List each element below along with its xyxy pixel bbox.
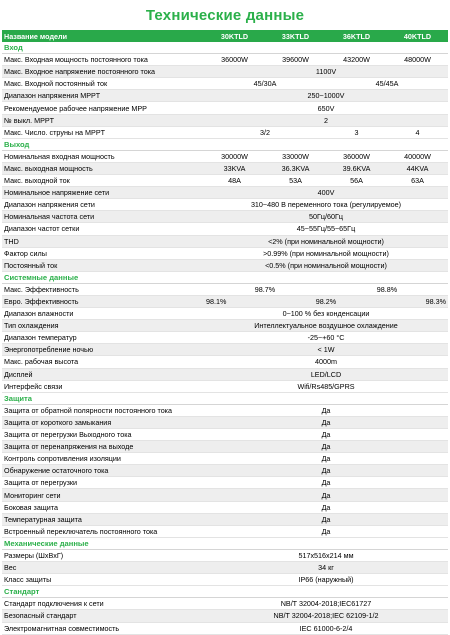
row-label: Защита от перегрузки [2,477,204,489]
row-label: Стандарт подключения к сети [2,598,204,610]
table-row [2,295,448,307]
row-value: 0~100 % без конденсации [204,308,448,320]
table-row [2,404,448,416]
section-heading: Стандарт [2,586,448,598]
row-value: 650V [204,102,448,114]
section-heading-row [2,586,448,598]
row-value: >0.99% (при номинальной мощности) [204,247,448,259]
row-value: LED/LCD [204,368,448,380]
table-row [2,66,448,78]
row-label: Рекомендуемое рабочее напряжение MPP [2,102,204,114]
section-heading: Системные данные [2,271,448,283]
spec-table-body [2,30,448,634]
row-value: 50Гц/60Гц [204,211,448,223]
row-label: Макс. Входное напряжение постоянного тока [2,66,204,78]
row-value: 3 [326,126,387,138]
row-value: Да [204,513,448,525]
row-value: 3/2 [204,126,326,138]
row-label: Евро. Эффективность [2,295,204,307]
row-value: 98.7% [204,283,326,295]
section-heading-row [2,271,448,283]
table-row [2,259,448,271]
row-label: Безопасный стандарт [2,610,204,622]
table-row [2,247,448,259]
row-label: Дисплей [2,368,204,380]
row-value: 45/30A [204,78,326,90]
row-label: Макс. Входной постоянный ток [2,78,204,90]
row-value: 33000W [265,150,326,162]
table-row [2,598,448,610]
row-value: Да [204,416,448,428]
row-label: Макс. Эффективность [2,283,204,295]
row-value: 98.8% [326,283,448,295]
table-row [2,356,448,368]
table-row [2,54,448,66]
row-value: Wifi/Rs485/GPRS [204,380,448,392]
row-value: 36000W [326,150,387,162]
row-label: Размеры (ШxВxГ) [2,549,204,561]
row-value: NB/T 32004-2018;IEC 62109-1/2 [204,610,448,622]
table-row [2,175,448,187]
row-label: Тип охлаждения [2,320,204,332]
row-value: 517x516x214 мм [204,549,448,561]
row-value: IEC 61000-6-2/4 [204,622,448,634]
row-value: 34 кг [204,562,448,574]
table-row [2,211,448,223]
row-value: 48A [204,175,265,187]
row-label: Номинальное напряжение сети [2,187,204,199]
row-value: <0.5% (при номинальной мощности) [204,259,448,271]
row-label: Контроль сопротивления изоляции [2,453,204,465]
row-value: 2 [204,114,448,126]
table-row [2,90,448,102]
row-value: 39.6KVA [326,162,387,174]
row-label: № выкл. MPPT [2,114,204,126]
row-value: Да [204,404,448,416]
row-label: Номинальная входная мощность [2,150,204,162]
table-row [2,199,448,211]
row-label: Диапазон влажности [2,308,204,320]
row-value: 36.3KVA [265,162,326,174]
row-value: 53A [265,175,326,187]
row-value: 56A [326,175,387,187]
row-value: 40000W [387,150,448,162]
section-heading: Механические данные [2,537,448,549]
table-row [2,162,448,174]
row-label: Мониторинг сети [2,489,204,501]
table-row [2,489,448,501]
table-row [2,549,448,561]
row-value: 250~1000V [204,90,448,102]
header-model-label: Название модели [2,30,204,42]
table-row [2,610,448,622]
row-value: Да [204,465,448,477]
table-row [2,235,448,247]
row-label: Встроенный переключатель постоянного тока [2,525,204,537]
row-label: Макс. выходной ток [2,175,204,187]
table-row [2,477,448,489]
header-model-36ktld: 36KTLD [326,30,387,42]
table-row [2,308,448,320]
spec-table [2,30,448,635]
row-label: Защита от перенапряжения на выходе [2,441,204,453]
table-row [2,562,448,574]
table-row [2,574,448,586]
row-label: Защита от перегрузки Выходного тока [2,429,204,441]
row-value: 43200W [326,54,387,66]
row-label: Энергопотребление ночью [2,344,204,356]
row-value: 1100V [204,66,448,78]
row-value: 48000W [387,54,448,66]
table-row [2,126,448,138]
table-row [2,150,448,162]
header-model-40ktld: 40KTLD [387,30,448,42]
row-label: Электромагнитная совместимость [2,622,204,634]
table-row [2,223,448,235]
row-value: IP66 (наружный) [204,574,448,586]
row-label: Защита от короткого замыкания [2,416,204,428]
row-value: Да [204,429,448,441]
table-row [2,368,448,380]
row-value: NB/T 32004-2018;IEC61727 [204,598,448,610]
table-row [2,453,448,465]
row-value: 63A [387,175,448,187]
row-value: 310~480 В переменного тока (регулируемое) [204,199,448,211]
row-value: Интеллектуальное воздушное охлаждение [204,320,448,332]
row-value: < 1W [204,344,448,356]
row-label: Макс. рабочая высота [2,356,204,368]
table-header-row [2,30,448,42]
row-value: -25~+60 °C [204,332,448,344]
table-row [2,622,448,634]
table-row [2,78,448,90]
page-title: Технические данные [145,6,305,24]
row-value: Да [204,441,448,453]
row-value: 4 [387,126,448,138]
row-label: Макс. Число. струны на MPPT [2,126,204,138]
row-value: 30000W [204,150,265,162]
section-heading: Выход [2,138,448,150]
row-label: Макс. Входная мощность постоянного тока [2,54,204,66]
table-row [2,102,448,114]
table-row [2,525,448,537]
row-value: Да [204,525,448,537]
row-label: Интерфейс связи [2,380,204,392]
row-value: 39600W [265,54,326,66]
table-row [2,283,448,295]
row-label: Макс. выходная мощность [2,162,204,174]
header-model-33ktld: 33KTLD [265,30,326,42]
row-value: Да [204,489,448,501]
row-value: Да [204,501,448,513]
row-value: 44KVA [387,162,448,174]
row-label: Постоянный ток [2,259,204,271]
table-row [2,416,448,428]
row-label: Боковая защита [2,501,204,513]
table-row [2,501,448,513]
row-value: 98.3% [387,295,448,307]
section-heading: Вход [2,42,448,54]
row-label: Номинальная частота сети [2,211,204,223]
row-value: 98.2% [265,295,387,307]
row-value: 98.1% [204,295,265,307]
table-row [2,429,448,441]
section-heading-row [2,537,448,549]
row-value: 400V [204,187,448,199]
row-value: 33KVA [204,162,265,174]
table-row [2,332,448,344]
row-value: Да [204,477,448,489]
row-label: Диапазон напряжения сети [2,199,204,211]
row-label: THD [2,235,204,247]
section-heading-row [2,42,448,54]
table-row [2,465,448,477]
table-row [2,441,448,453]
table-row [2,114,448,126]
table-row [2,513,448,525]
row-value: 36000W [204,54,265,66]
row-value: <2% (при номинальной мощности) [204,235,448,247]
row-label: Класс защиты [2,574,204,586]
row-label: Диапазон температур [2,332,204,344]
table-row [2,320,448,332]
row-label: Диапазон напряжения MPPT [2,90,204,102]
row-value: 45~55Гц/55~65Гц [204,223,448,235]
header-model-30ktld: 30KTLD [204,30,265,42]
row-value: Да [204,453,448,465]
row-label: Фактор силы [2,247,204,259]
row-label: Обнаружение остаточного тока [2,465,204,477]
row-label: Температурная защита [2,513,204,525]
row-label: Защита от обратной полярности постоянного тока [2,404,204,416]
section-heading-row [2,392,448,404]
table-row [2,380,448,392]
table-row [2,187,448,199]
row-value: 4000m [204,356,448,368]
row-label: Вес [2,562,204,574]
section-heading: Защита [2,392,448,404]
section-heading-row [2,138,448,150]
row-label: Диапазон частот сетки [2,223,204,235]
table-row [2,344,448,356]
row-value: 45/45A [326,78,448,90]
